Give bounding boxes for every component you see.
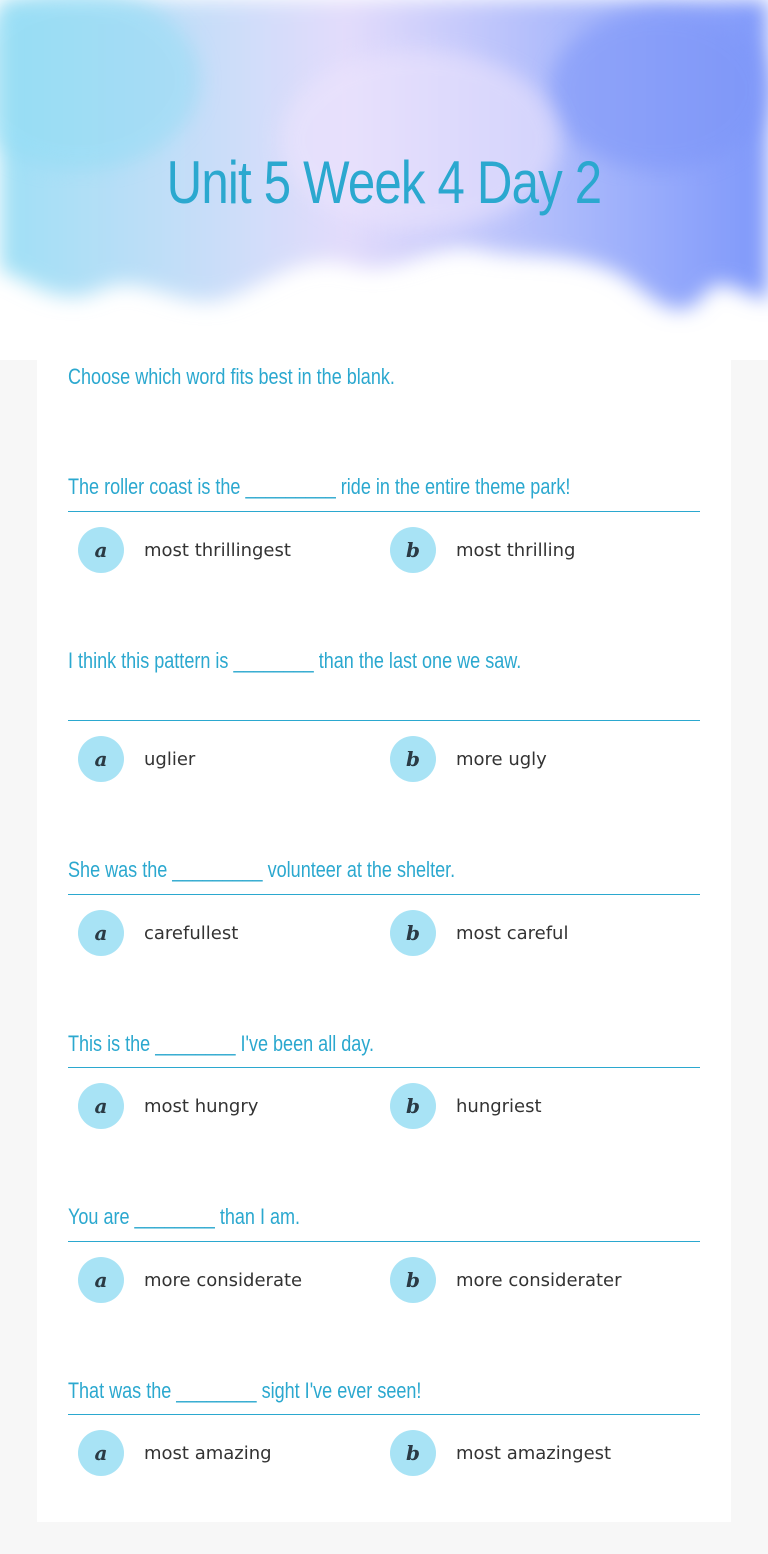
question-2 xyxy=(68,648,700,674)
letter-a-badge: a xyxy=(78,527,124,573)
option-a[interactable] xyxy=(78,1083,258,1129)
option-a[interactable] xyxy=(78,1430,272,1476)
letter-b-badge: b xyxy=(390,527,436,573)
option-label: carefullest xyxy=(144,922,239,944)
option-b[interactable] xyxy=(390,910,568,956)
question-underline xyxy=(68,1067,700,1068)
letter-b-badge: b xyxy=(390,1083,436,1129)
option-b[interactable] xyxy=(390,527,575,573)
question-underline xyxy=(68,1241,700,1242)
option-b[interactable] xyxy=(390,1430,611,1476)
letter-b-badge: b xyxy=(390,736,436,782)
question-1 xyxy=(68,474,700,500)
option-label: most careful xyxy=(456,922,569,944)
question-4 xyxy=(68,1031,700,1057)
question-text: I think this pattern is ________ than the last one we saw. xyxy=(68,648,522,673)
question-underline xyxy=(68,511,700,512)
question-text: That was the ________ sight I've ever seen! xyxy=(68,1378,422,1403)
letter-a-badge: a xyxy=(78,1083,124,1129)
letter-b-badge: b xyxy=(390,1257,436,1303)
question-text: This is the ________ I've been all day. xyxy=(68,1031,374,1056)
letter-a-badge: a xyxy=(78,736,124,782)
question-6 xyxy=(68,1378,700,1404)
page-title: Unit 5 Week 4 Day 2 xyxy=(166,149,602,216)
option-label: more ugly xyxy=(456,748,547,770)
option-a[interactable] xyxy=(78,736,195,782)
option-label: hungriest xyxy=(456,1095,542,1117)
question-text: You are ________ than I am. xyxy=(68,1204,301,1229)
option-b[interactable] xyxy=(390,1083,542,1129)
letter-b-badge: b xyxy=(390,1430,436,1476)
option-label: most amazing xyxy=(144,1442,272,1464)
option-label: most amazingest xyxy=(456,1442,612,1464)
question-underline xyxy=(68,1414,700,1415)
option-b[interactable] xyxy=(390,736,547,782)
letter-a-badge: a xyxy=(78,1430,124,1476)
question-underline xyxy=(68,894,700,895)
option-label: more considerate xyxy=(144,1269,303,1291)
option-a[interactable] xyxy=(78,1257,302,1303)
option-b[interactable] xyxy=(390,1257,622,1303)
option-label: more considerater xyxy=(456,1269,622,1291)
option-label: most thrilling xyxy=(456,539,576,561)
option-a[interactable] xyxy=(78,527,291,573)
question-underline xyxy=(68,720,700,721)
letter-b-badge: b xyxy=(390,910,436,956)
question-text: The roller coast is the _________ ride in the entire theme park! xyxy=(68,474,571,499)
question-text: She was the _________ volunteer at the shelter. xyxy=(68,857,456,882)
option-label: most thrillingest xyxy=(144,539,291,561)
option-a[interactable] xyxy=(78,910,238,956)
question-3 xyxy=(68,857,700,883)
question-5 xyxy=(68,1204,700,1230)
header-banner xyxy=(0,0,768,360)
option-label: most hungry xyxy=(144,1095,259,1117)
letter-a-badge: a xyxy=(78,910,124,956)
instructions-text: Choose which word fits best in the blank. xyxy=(68,364,395,389)
option-label: uglier xyxy=(144,748,196,770)
letter-a-badge: a xyxy=(78,1257,124,1303)
